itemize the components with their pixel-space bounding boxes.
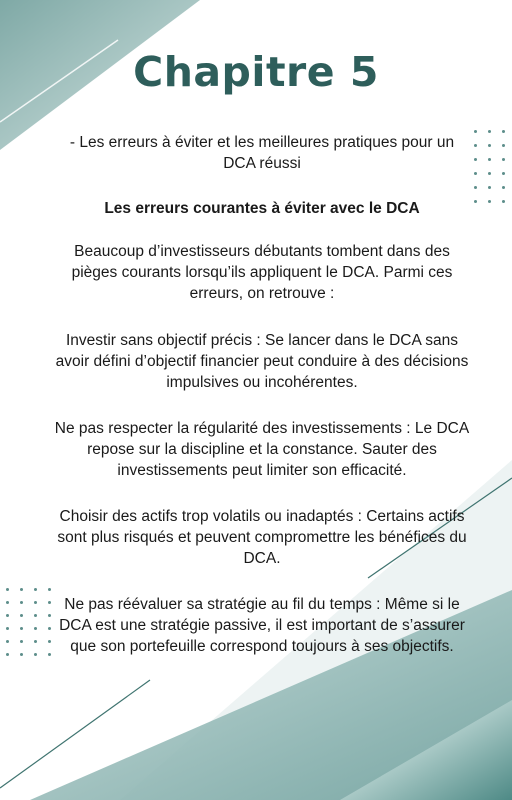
dot-grid-top-right: [474, 130, 505, 203]
paragraph-objective: Investir sans objectif précis : Se lancer dans le DCA sans avoir défini d’objectif financier peut conduire à des décisions impulsives ou incohérentes.: [55, 332, 469, 391]
dot-grid-bottom-left: [6, 588, 51, 656]
intro-text: - Les erreurs à éviter et les meilleures pratiques pour un DCA réussi: [69, 134, 455, 172]
page-title: Chapitre 5: [133, 48, 379, 96]
paragraph-reevaluate: Ne pas réévaluer sa stratégie au fil du temps : Même si le DCA est une stratégie passive, il est important de s’assurer que son portefeuille correspond toujours à ses objectifs.: [59, 596, 465, 655]
paragraph-intro: Beaucoup d’investisseurs débutants tombent dans des pièges courants lorsqu’ils appliquent le DCA. Parmi ces erreurs, on retrouve :: [71, 243, 453, 302]
paragraph-volatile-assets: Choisir des actifs trop volatils ou inadaptés : Certains actifs sont plus risqués et peuvent compromettre les bénéfices du DCA.: [57, 508, 467, 567]
section-heading: Les erreurs courantes à éviter avec le DCA: [104, 200, 420, 217]
paragraph-regularity: Ne pas respecter la régularité des investissements : Le DCA repose sur la discipline et la constance. Sauter des investissements peut limiter son efficacité.: [54, 420, 470, 479]
